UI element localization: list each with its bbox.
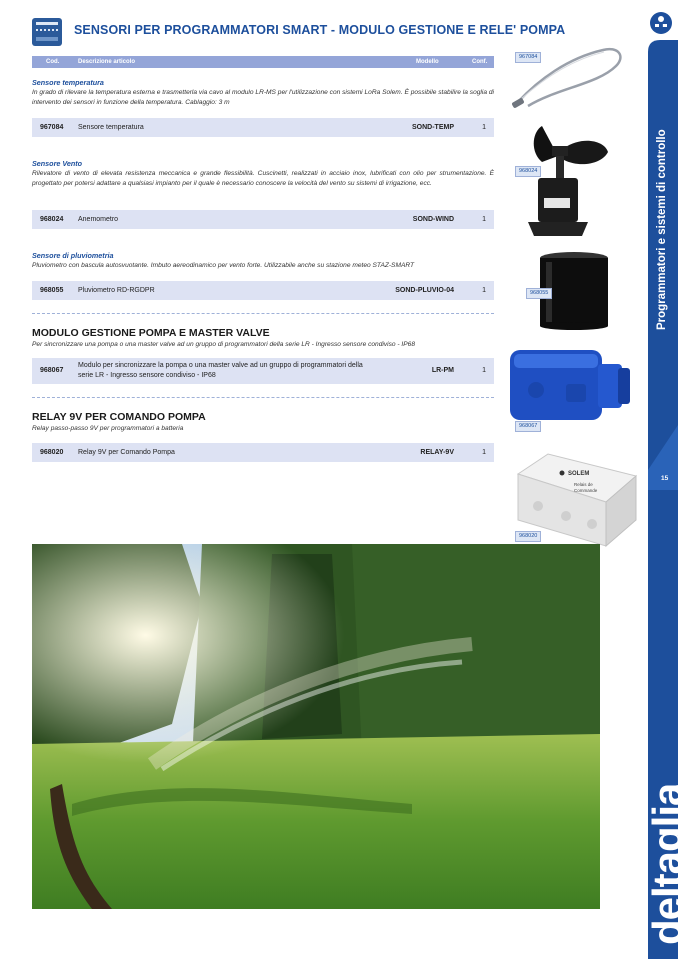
section-title-wind: Sensore Vento [32, 159, 83, 168]
product-row-968024 [32, 210, 494, 229]
product-row-968020 [32, 443, 494, 462]
product-row-968067 [32, 358, 494, 384]
row-model: SOND-WIND [412, 216, 454, 223]
pump-module-image [506, 344, 634, 428]
relay-label-line1: Relais de [574, 482, 593, 487]
sidebar [642, 0, 691, 959]
row-code: 968067 [40, 367, 64, 374]
row-model: RELAY-9V [420, 449, 454, 456]
page-title: SENSORI PER PROGRAMMATORI SMART - MODULO GESTIONE E RELE' POMPA [74, 23, 566, 37]
row-description: Relay 9V per Comando Pompa [78, 449, 175, 456]
brand-logo-text: deltaglia [644, 783, 691, 945]
product-row-968055 [32, 281, 494, 300]
section-desc-relay: Relay passo-passo 9V per programmatori a batteria [32, 425, 184, 432]
row-qty: 1 [482, 124, 486, 131]
row-model: LR-PM [431, 367, 454, 374]
row-qty: 1 [482, 287, 486, 294]
wind-sensor-image [512, 118, 612, 243]
section-desc-rain: Pluviometro con bascula autosvuotante. Imbuto aereodinamico per vento forte. Utilizzabile anche su stazione meteo STAZ-SMART [32, 262, 415, 269]
section-desc-pump-module: Per sincronizzare una pompa o una master valve ad un gruppo di programmatori della serie LR - Ingresso sensore condiviso - IP68 [32, 341, 416, 348]
image-tag-wind: 968024 [515, 166, 541, 177]
section-divider [32, 313, 494, 314]
row-code: 968055 [40, 287, 64, 294]
image-tag-relay: 968020 [515, 531, 541, 542]
section-desc-wind: Rilevatore di vento di elevata resistenza meccanica e grande flessibilità. Cuscinetti, realizzati in acciaio inox, lubrificati con olio per strumentazione. È progettato per potersi adattare a qualsiasi impianto per il quale è necessario conoscere la velocità del vento su sistemi di irrigazione, ecc. [32, 170, 494, 187]
row-qty: 1 [482, 367, 486, 374]
product-row-967084 [32, 118, 494, 137]
table-header [32, 56, 494, 68]
row-description: Pluviometro RD-RGDPR [78, 287, 155, 294]
section-title-pump-module: MODULO GESTIONE POMPA E MASTER VALVE [32, 327, 270, 339]
image-tag-rain: 968055 [526, 288, 552, 299]
row-description: Modulo per sincronizzare la pompa o una master valve ad un gruppo di programmatori della serie LR - Ingresso sensore condiviso - IP68 [78, 362, 363, 379]
image-tag-temperature: 967084 [515, 52, 541, 63]
catalog-logo [32, 18, 62, 46]
row-code: 968024 [40, 216, 64, 223]
row-description: Anemometro [78, 216, 119, 223]
row-model: SOND-PLUVIO-04 [395, 287, 454, 294]
row-model: SOND-TEMP [412, 124, 454, 131]
relay-label-line2: Commande [574, 488, 598, 493]
section-title-rain: Sensore di pluviometria [32, 251, 114, 260]
section-title-temperature: Sensore temperatura [32, 78, 104, 87]
row-qty: 1 [482, 216, 486, 223]
row-qty: 1 [482, 449, 486, 456]
col-description: Descrizione articolo [78, 59, 136, 65]
col-qty: Conf. [472, 59, 488, 65]
relay-brand-text: SOLEM [568, 471, 590, 477]
section-desc-temperature: In grado di rilevare la temperatura esterna e trasmetterla via cavo al modulo LR-MS per l'utilizzazione con sistemi LoRa Solem. È possibile stabilire la soglia di intervento dei sensori in funzione della temperatura. Cablaggio: 3 m [32, 89, 494, 106]
row-code: 968020 [40, 449, 64, 456]
row-code: 967084 [40, 124, 64, 131]
section-title-relay: RELAY 9V PER COMANDO POMPA [32, 411, 206, 423]
col-code: Cod. [46, 59, 60, 65]
garden-sprinkler-photo [32, 544, 600, 909]
col-model: Modello [416, 59, 439, 65]
image-tag-pump: 968067 [515, 421, 541, 432]
section-divider [32, 397, 494, 398]
sidebar-category-label: Programmatori e sistemi di controllo [656, 129, 668, 330]
row-description: Sensore temperatura [78, 124, 144, 131]
page-number: 15 [661, 475, 669, 482]
sidebar-category-icon [650, 12, 672, 34]
